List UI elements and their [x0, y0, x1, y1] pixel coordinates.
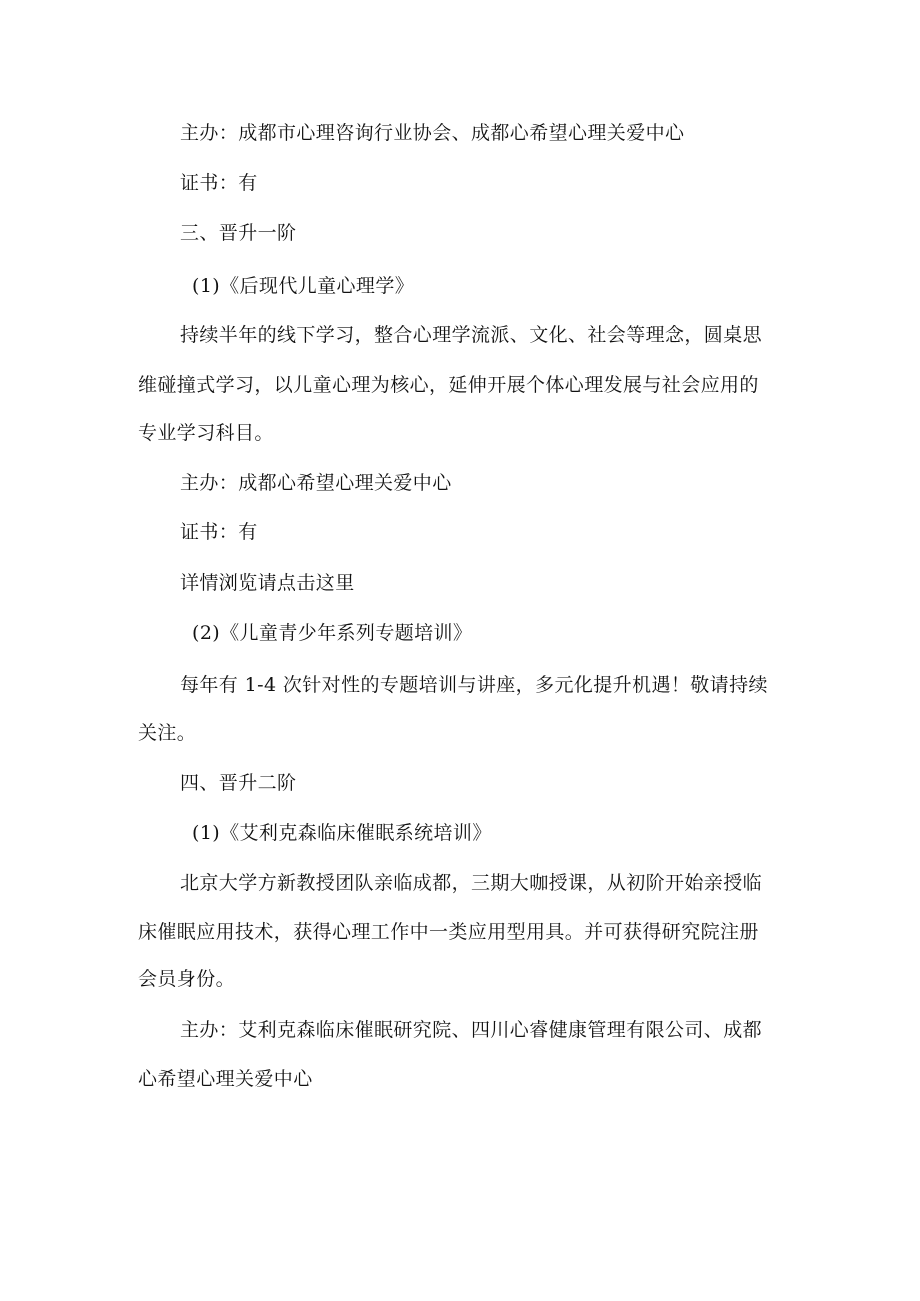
organizer-line-2: 主办：成都心希望心理关爱中心 [180, 472, 452, 494]
paragraph-line: 关注。 [138, 722, 197, 744]
paragraph-line: 北京大学方新教授团队亲临成都，三期大咖授课，从初阶开始亲授临 [180, 872, 763, 894]
section-heading-4: 四、晋升二阶 [180, 772, 297, 794]
course-title-hypnosis-training: (1)《艾利克森临床催眠系统培训》 [192, 822, 492, 844]
paragraph-line: 持续半年的线下学习，整合心理学流派、文化、社会等理念，圆桌思 [180, 324, 763, 346]
organizer-line-1: 主办：成都市心理咨询行业协会、成都心希望心理关爱中心 [180, 122, 685, 144]
certificate-line-1: 证书：有 [180, 172, 258, 194]
organizer-line-3-cont: 心希望心理关爱中心 [138, 1068, 313, 1090]
paragraph-line: 床催眠应用技术，获得心理工作中一类应用型用具。并可获得研究院注册 [138, 921, 759, 943]
paragraph-line: 每年有 1-4 次针对性的专题培训与讲座，多元化提升机遇！敬请持续 [180, 674, 768, 696]
paragraph-line: 维碰撞式学习，以儿童心理为核心，延伸开展个体心理发展与社会应用的 [138, 374, 759, 396]
paragraph-line: 会员身份。 [138, 968, 236, 990]
paragraph-line: 专业学习科目。 [138, 422, 274, 444]
course-title-postmodern-child-psychology: (1)《后现代儿童心理学》 [192, 275, 415, 297]
course-title-youth-training: (2)《儿童青少年系列专题培训》 [192, 622, 473, 644]
certificate-line-2: 证书：有 [180, 521, 258, 543]
details-link[interactable]: 详情浏览请点击这里 [180, 572, 355, 594]
organizer-line-3: 主办：艾利克森临床催眠研究院、四川心睿健康管理有限公司、成都 [180, 1019, 763, 1041]
section-heading-3: 三、晋升一阶 [180, 222, 297, 244]
